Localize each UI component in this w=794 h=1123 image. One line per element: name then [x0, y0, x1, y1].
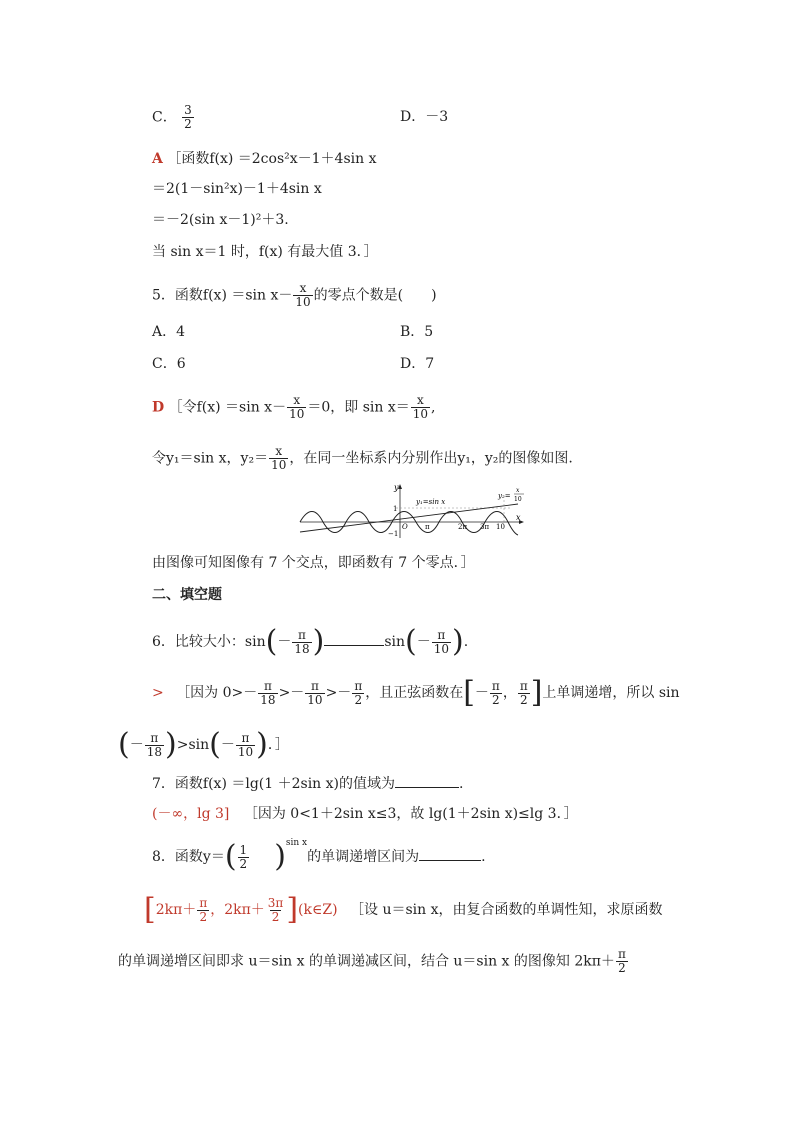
answer-label: > [152, 685, 164, 701]
answer-interval: [2kπ＋ $\frac{\pi}{2}$ ，2kπ＋ $\frac{3\pi}{2}$ ](k∈Z) [144, 892, 338, 927]
tick-three-pi: 3π [480, 523, 490, 531]
q6-stem: 6．比较大小：sin(－ $\frac{\pi}{18}$ ) sin(－ $\frac{\pi}{10}$ ). [152, 624, 469, 659]
fraction: $\frac{\pi}{10}$ [433, 627, 449, 656]
q5-solution-line2: 令y₁＝sin x，y₂＝ $\frac{x}{10}$ ，在同一坐标系内分别作出y₁，y₂的图像如图. [152, 444, 573, 472]
q5-option-d: D．7 [400, 356, 435, 372]
fraction: $\frac{3}{2}$ [184, 103, 192, 131]
fraction: $\frac{x}{10}$ [289, 393, 305, 421]
tick-one: 1 [393, 505, 398, 513]
answer-label: A [152, 151, 163, 167]
fraction: $\frac{\pi}{18}$ [146, 730, 162, 759]
answer-blank [324, 631, 384, 646]
fraction: $\frac{\pi}{2}$ [354, 678, 363, 707]
q6-solution-line1: > ［因为 0>－ $\frac{\pi}{18}$ >－ $\frac{\pi}{10}$ >－ $\frac{\pi}{2}$ ，且正弦函数在[－ $\frac{\pi}{2}$ ， $\frac{\pi}{2}$ ]上单调递增，所以 sin [152, 675, 680, 710]
fraction: $\frac{1}{2}$ [239, 842, 248, 871]
origin-label: O [402, 523, 408, 531]
fraction: $\frac{x}{10}$ [295, 281, 311, 309]
fraction: $\frac{x}{10}$ [412, 393, 429, 421]
q5-option-a: A．4 [152, 324, 186, 340]
q4-option-d: D．－3 [400, 109, 449, 125]
q7-solution: (－∞，lg 3] ［因为 0<1＋2sin x≤3，故 lg(1＋2sin x)≤lg 3．］ [152, 806, 578, 822]
fraction: $\frac{\pi}{10}$ [237, 730, 254, 759]
q5-option-b: B．5 [400, 324, 434, 340]
answer-blank [419, 846, 481, 861]
fraction: $\frac{\pi}{10}$ [307, 678, 323, 707]
q8-stem: 8．函数y＝( $\frac{1}{2}$ )$^{sin x}$的单调递增区间为 . [152, 838, 486, 874]
fraction: $\frac{\pi}{2}$ [491, 678, 500, 707]
tick-pi: π [425, 523, 430, 531]
y-axis-label: y [394, 483, 399, 492]
fraction: $\frac{x}{10}$ [271, 444, 287, 472]
q5-solution-line1: D ［令f(x) ＝sin x－ $\frac{x}{10}$ ＝0，即 sin x＝ $\frac{x}{10}$ , [152, 393, 436, 421]
y1-curve-label: y₁=sin x [416, 498, 446, 506]
fraction: $\frac{\pi}{2}$ [519, 678, 528, 707]
q5-stem: 5．函数f(x) ＝sin x－ $\frac{x}{10}$ 的零点个数是( ) [152, 281, 437, 309]
y2-curve-label: y₂= [498, 492, 511, 500]
tick-two-pi: 2π [458, 523, 468, 531]
tick-ten: 10 [496, 523, 505, 531]
answer-label: (－∞，lg 3] [152, 806, 230, 822]
fraction: $\frac{\pi}{2}$ [617, 947, 626, 975]
q4-solution-line1: A ［函数f(x) ＝2cos²x－1＋4sin x [152, 151, 377, 167]
q8-solution-line2: 的单调递增区间即求 u＝sin x 的单调递减区间，结合 u＝sin x 的图像知 2kπ＋ $\frac{\pi}{2}$ [118, 947, 626, 975]
y-axis-arrow [398, 484, 402, 489]
q8-solution-line1: [2kπ＋ $\frac{\pi}{2}$ ，2kπ＋ $\frac{3\pi}{2}$ ](k∈Z) ［设 u＝sin x，由复合函数的单调性知，求原函数 [144, 892, 663, 927]
tick-neg-one: −1 [388, 530, 399, 538]
fraction: $\frac{\pi}{18}$ [260, 678, 276, 707]
q7-stem: 7．函数f(x) ＝lg(1 ＋2sin x)的值域为 . [152, 773, 463, 794]
q6-solution-line2: (－ $\frac{\pi}{18}$ )>sin(－ $\frac{\pi}{10}$ )．］ [118, 727, 289, 762]
q5-option-c: C．6 [152, 356, 186, 372]
fraction: $\frac{\pi}{2}$ [199, 895, 208, 924]
sine-line-graph [296, 480, 532, 540]
q4-solution-line4: 当 sin x＝1 时，f(x) 有最大值 3．］ [152, 244, 378, 260]
x-axis-label: x [516, 513, 521, 522]
fraction: $\frac{3\pi}{2}$ [267, 895, 284, 924]
q4-option-c: C． $\frac{3}{2}$ [152, 103, 192, 131]
section-heading: 二、填空题 [152, 587, 222, 603]
q4-solution-line3: ＝－2(sin x－1)²＋3. [152, 212, 289, 228]
y2-frac-den: 10 [514, 496, 522, 503]
y2-frac-num: x [516, 487, 520, 494]
fraction: $\frac{\pi}{18}$ [294, 627, 310, 656]
answer-blank [395, 773, 459, 788]
q5-solution-line3: 由图像可知图像有 7 个交点，即函数有 7 个零点．］ [152, 555, 475, 571]
answer-label: D [152, 399, 165, 416]
q4-solution-line2: ＝2(1－sin²x)－1＋4sin x [152, 181, 322, 197]
